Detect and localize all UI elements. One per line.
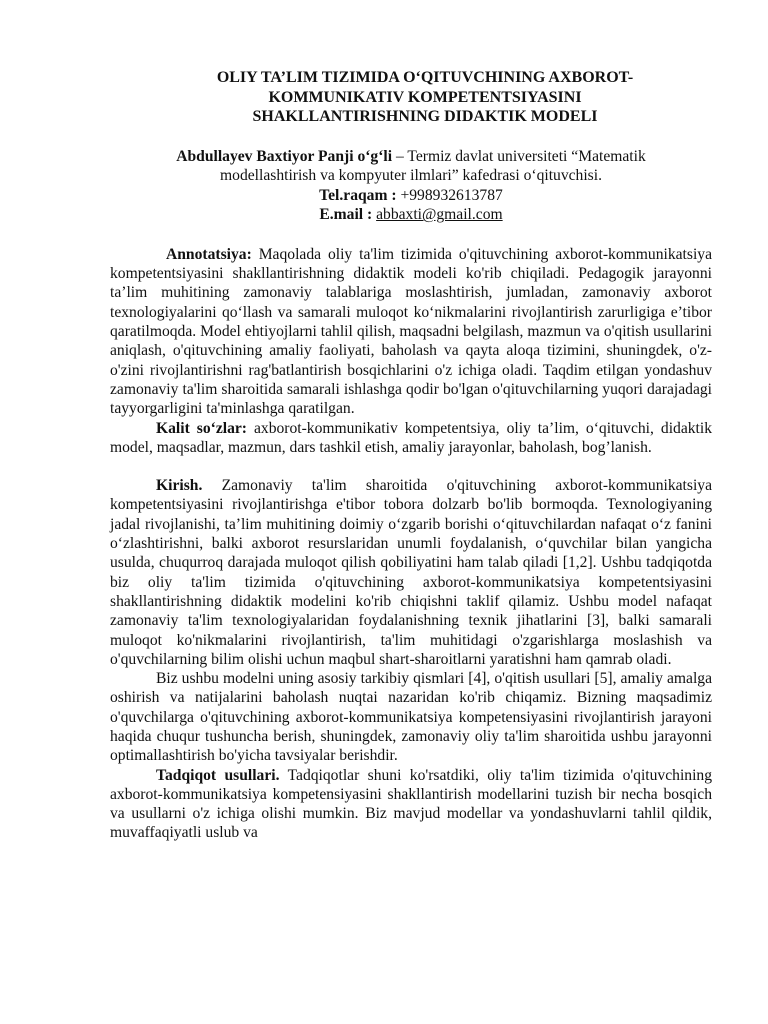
keywords-label: Kalit so‘zlar:: [156, 419, 247, 437]
phone-value: +998932613787: [396, 186, 503, 204]
methods-paragraph: [110, 766, 712, 843]
intro-text: Zamonaviy ta'lim sharoitida o'qituvchining axborot-kommunikatsiya kompetentsiyasini rivojlantirishga e'tibor tobora dolzarb bo'lib bormoqda. Texnologiyaning jadal rivojlanishi, ta’lim muhitining doimiy o‘zgarib borishi o‘qituvchilardan nafaqat o‘z fanini o‘zlashtirishni, balki axborot resurslaridan unumli foydalanish, o‘quvchilar bilan yangicha usulda, chuqurroq darajada muloqot qilish qobiliyatini ham talab qiladi [1,2]. Ushbu tadqiqotda biz oliy ta'lim tizimida o'qituvchining axborot-kommunikatsiya kompetentsiyasini shakllantirishning didaktik modelini ko'rib chiqishni taklif qilamiz. Ushbu model nafaqat zamonaviy ta'lim texnologiyalaridan foydalanishning texnik jihatlarini [3], balki samarali muloqot ko'nikmalarini rivojlantirish, ta'lim muhitidagi o'zgarishlarga moslashish va o'quvchilarning bilim olishi uchun maqbul shart-sharoitlarni yaratishni ham qamrab oladi.: [110, 477, 712, 668]
title-line-2: KOMMUNIKATIV KOMPETENTSIYASINI: [268, 88, 582, 106]
document-page: [110, 68, 712, 843]
intro-label: Kirish.: [156, 477, 203, 495]
annotation-text: Maqolada oliy ta'lim tizimida o'qituvchining axborot-kommunikatsiya kompetentsiyasini shakllantirishning didaktik modeli ko'rib chiqiladi. Pedagogik jarayonni ta’lim muhitining zamonaviy talablariga moslashtirish, jumladan, zamonaviy axborot texnologiyalarini qo‘llash va samarali muloqot ko‘nikmalarini rivojlantirish zarurligiga e’tibor qaratilmoqda. Model ehtiyojlarni tahlil qilish, maqsadni belgilash, mazmun va o'qitish usullarini aniqlash, o'qituvchining amaliy faoliyati, baholash va qayta aloqa tizimini, shuningdek, o'z-o'zini rivojlantirishni rag'batlantirish bosqichlarini o'z ichiga oladi. Taqdim etilgan yondashuv zamonaviy ta'lim sharoitida samarali ishlashga qodir bo'lgan o'qituvchilarning yuqori darajadagi tayyorgarligini ta'minlashga qaratilgan.: [110, 245, 712, 418]
author-line: [110, 147, 712, 167]
author-affiliation-2: modellashtirish va kompyuter ilmlari” kafedrasi o‘qituvchisi.: [220, 167, 602, 185]
intro-paragraph: [110, 476, 712, 669]
author-name: Abdullayev Baxtiyor Panji o‘g‘li: [176, 147, 393, 165]
keywords-text: axborot-kommunikativ kompetentsiya, oliy ta’lim, o‘qituvchi, didaktik model, maqsadlar, mazmun, dars tashkil etish, amaliy jarayonlar, baholash, bog’lanish.: [110, 419, 712, 456]
annotation-paragraph: [110, 245, 712, 419]
methods-text: Tadqiqotlar shuni ko'rsatdiki, oliy ta'lim tizimida o'qituvchining axborot-kommunikatsiya kompetensiyasini shakllantirish modellarini tuzish bir necha bosqich va usullarni o'z ichiga olishi mumkin. Biz mavjud modellar va yondashuvlarni tahlil qildik, muvaffaqiyatli uslub va: [110, 766, 713, 842]
keywords-paragraph: [110, 419, 712, 458]
email-link[interactable]: abbaxti@gmail.com: [376, 206, 503, 224]
title-line-3: SHAKLLANTIRISHNING DIDAKTIK MODELI: [252, 108, 598, 125]
author-block: [110, 147, 712, 225]
email-line: [110, 205, 712, 225]
section-spacer: [110, 457, 712, 476]
methods-label: Tadqiqot usullari.: [156, 766, 280, 784]
email-label: E.mail :: [319, 206, 373, 224]
title-line-1: OLIY TA’LIM TIZIMIDA O‘QITUVCHINING AXBOROT-: [216, 69, 634, 86]
annotation-label: Annotatsiya:: [166, 245, 252, 263]
phone-line: [110, 186, 712, 206]
phone-label: Tel.raqam :: [319, 186, 397, 204]
paper-title: [138, 68, 712, 127]
author-affiliation-1: – Termiz davlat universiteti “Matematik: [392, 147, 646, 165]
body-paragraph-2: Biz ushbu modelni uning asosiy tarkibiy qismlari [4], o'qitish usullari [5], amaliy amalga oshirish va natijalarini baholash nuqtai nazaridan ko'rib chiqamiz. Bizning maqsadimiz o'quvchilarga o'qituvchining axborot-kommunikatsiya kompetensiyasini rivojlantirish jarayoni haqida chuqur tushuncha berish, shuningdek, zamonaviy oliy ta'lim sharoitida ushbu jarayonni optimallashtirish bo'yicha tavsiyalar berishdir.: [110, 670, 712, 765]
